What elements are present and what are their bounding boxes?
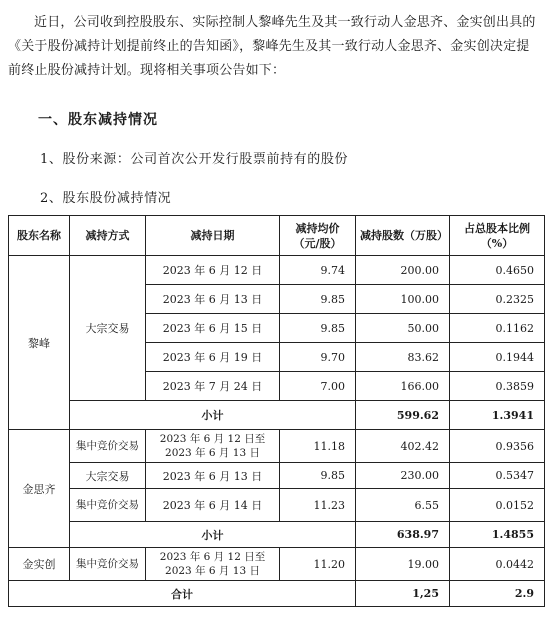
date-cell: 2023 年 6 月 12 日至 2023 年 6 月 13 日 — [146, 548, 280, 581]
price-cell: 9.85 — [280, 463, 356, 489]
price-cell: 9.85 — [280, 285, 356, 314]
section-title: 一、股东减持情况 — [38, 112, 158, 128]
table-header-row — [9, 216, 545, 256]
table-row — [9, 548, 545, 581]
shares-cell: 83.62 — [356, 343, 450, 372]
date-cell: 2023 年 6 月 13 日 — [146, 463, 280, 489]
shares-cell: 230.00 — [356, 463, 450, 489]
holder-name: 金思齐 — [9, 430, 70, 548]
header-shares: 减持股数（万股） — [356, 216, 450, 256]
item-reduction-status: 2、股东股份减持情况 — [40, 191, 172, 206]
header-method: 减持方式 — [70, 216, 146, 256]
table-row — [9, 256, 545, 285]
total-ratio: 2.9 — [450, 581, 545, 607]
header-holder: 股东名称 — [9, 216, 70, 256]
intro-paragraph: 近日，公司收到控股股东、实际控制人黎峰先生及其一致行动人金思齐、金实创出具的《关于股份减持计划提前终止的告知函》，黎峰先生及其一致行动人金思齐、金实创决定提前终止股份减持计划。现将相关事项公告如下： — [8, 15, 536, 78]
header-ratio: 占总股本比例（%） — [450, 216, 545, 256]
price-cell: 9.70 — [280, 343, 356, 372]
date-cell: 2023 年 6 月 19 日 — [146, 343, 280, 372]
table-row — [9, 489, 545, 522]
holder-name: 金实创 — [9, 548, 70, 581]
price-cell: 7.00 — [280, 372, 356, 401]
ratio-cell: 0.4650 — [450, 256, 545, 285]
date-cell: 2023 年 7 月 24 日 — [146, 372, 280, 401]
subtotal-label: 小计 — [70, 401, 356, 430]
date-cell: 2023 年 6 月 12 日 — [146, 256, 280, 285]
method-cell: 集中竞价交易 — [70, 430, 146, 463]
item-share-source: 1、股份来源：公司首次公开发行股票前持有的股份 — [40, 152, 349, 167]
subtotal-shares: 599.62 — [356, 401, 450, 430]
date-cell: 2023 年 6 月 13 日 — [146, 285, 280, 314]
subtotal-ratio: 1.4855 — [450, 522, 545, 548]
method-cell: 集中竞价交易 — [70, 489, 146, 522]
shares-cell: 50.00 — [356, 314, 450, 343]
price-cell: 11.23 — [280, 489, 356, 522]
table-row — [9, 430, 545, 463]
price-cell: 11.20 — [280, 548, 356, 581]
date-cell: 2023 年 6 月 15 日 — [146, 314, 280, 343]
shares-cell: 19.00 — [356, 548, 450, 581]
ratio-cell: 0.3859 — [450, 372, 545, 401]
reduction-table — [8, 215, 545, 607]
total-label: 合计 — [9, 581, 356, 607]
method-cell: 大宗交易 — [70, 256, 146, 401]
shares-cell: 100.00 — [356, 285, 450, 314]
shares-cell: 402.42 — [356, 430, 450, 463]
holder-name: 黎峰 — [9, 256, 70, 430]
ratio-cell: 0.0442 — [450, 548, 545, 581]
date-cell: 2023 年 6 月 12 日至 2023 年 6 月 13 日 — [146, 430, 280, 463]
shares-cell: 166.00 — [356, 372, 450, 401]
price-cell: 9.85 — [280, 314, 356, 343]
shares-cell: 200.00 — [356, 256, 450, 285]
header-price: 减持均价（元/股） — [280, 216, 356, 256]
method-cell: 大宗交易 — [70, 463, 146, 489]
total-row — [9, 581, 545, 607]
subtotal-row — [9, 401, 545, 430]
price-cell: 11.18 — [280, 430, 356, 463]
subtotal-shares: 638.97 — [356, 522, 450, 548]
shares-cell: 6.55 — [356, 489, 450, 522]
subtotal-ratio: 1.3941 — [450, 401, 545, 430]
ratio-cell: 0.5347 — [450, 463, 545, 489]
ratio-cell: 0.9356 — [450, 430, 545, 463]
ratio-cell: 0.2325 — [450, 285, 545, 314]
price-cell: 9.74 — [280, 256, 356, 285]
ratio-cell: 0.1944 — [450, 343, 545, 372]
date-cell: 2023 年 6 月 14 日 — [146, 489, 280, 522]
subtotal-label: 小计 — [70, 522, 356, 548]
header-date: 减持日期 — [146, 216, 280, 256]
subtotal-row — [9, 522, 545, 548]
total-shares: 1,25 — [356, 581, 450, 607]
method-cell: 集中竞价交易 — [70, 548, 146, 581]
table-row — [9, 463, 545, 489]
ratio-cell: 0.0152 — [450, 489, 545, 522]
ratio-cell: 0.1162 — [450, 314, 545, 343]
